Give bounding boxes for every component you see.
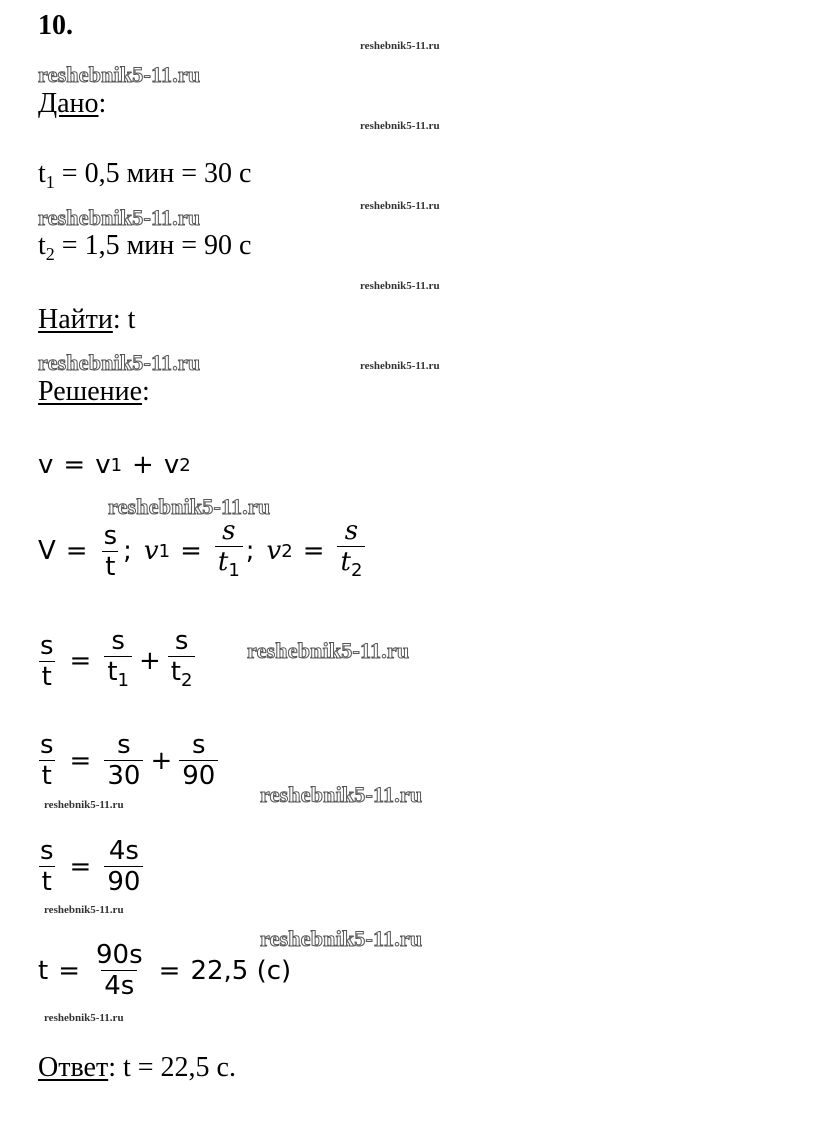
- watermark-small: reshebnik5-11.ru: [44, 799, 124, 811]
- frac-den-sub: 2: [181, 670, 193, 691]
- frac-den: t: [39, 661, 55, 692]
- frac-den-sub: 1: [228, 560, 240, 581]
- equation-fraction-sum: [34, 626, 198, 696]
- given-t1: [38, 158, 251, 198]
- frac-den: [215, 546, 243, 586]
- frac-den: 90: [179, 760, 218, 791]
- fraction: [104, 836, 143, 897]
- solution-colon: :: [142, 376, 150, 407]
- t2-subscript: 2: [45, 244, 55, 264]
- equation-fraction-combined: [34, 836, 146, 897]
- eq4-equals: =: [69, 745, 92, 776]
- eq1-plus: +: [132, 450, 154, 480]
- watermark-big: reshebnik5-11.ru: [38, 62, 201, 87]
- t1-subscript: 1: [45, 172, 55, 192]
- eq1-equals: =: [63, 450, 86, 480]
- frac-den-t: t: [217, 547, 229, 577]
- given-t2: [38, 230, 251, 270]
- eq1-v2: v: [163, 450, 180, 480]
- eq3-plus: +: [139, 646, 161, 676]
- frac-den-t: t: [170, 657, 181, 687]
- frac-den: [168, 656, 196, 696]
- semicolon: ;: [123, 536, 132, 566]
- watermark-small: reshebnik5-11.ru: [360, 360, 440, 372]
- frac-den-t: t: [107, 657, 118, 687]
- semicolon: ;: [245, 536, 255, 566]
- equation-result: [38, 940, 291, 1001]
- frac-den: 30: [104, 760, 143, 791]
- eq2-V: V: [38, 536, 56, 566]
- watermark-small: reshebnik5-11.ru: [360, 200, 440, 212]
- watermark-small: reshebnik5-11.ru: [44, 904, 124, 916]
- fraction-s-over-t2: [337, 516, 365, 586]
- frac-num: s: [344, 516, 359, 546]
- find-heading: Найти: [38, 304, 113, 335]
- t2-value: = 1,5 мин = 90 с: [54, 230, 252, 261]
- eq2-v2-sub: 2: [281, 540, 293, 562]
- frac-num: s: [117, 730, 131, 760]
- frac-num: s: [40, 836, 54, 866]
- frac-num: s: [222, 516, 236, 546]
- fraction: [104, 730, 143, 791]
- eq2-equals: =: [65, 536, 88, 566]
- eq6-result: 22,5 (с): [190, 955, 292, 986]
- watermark-small: reshebnik5-11.ru: [360, 120, 440, 132]
- eq6-equals: =: [58, 955, 80, 986]
- frac-num: 90s: [96, 940, 143, 970]
- answer-line: [38, 1052, 236, 1084]
- t1-symbol: t: [38, 158, 46, 189]
- find-text: : t: [112, 304, 136, 335]
- equation-fraction-numeric: [34, 730, 221, 791]
- solution-heading-line: [38, 376, 150, 408]
- fraction: [179, 730, 218, 791]
- frac-den-t: t: [340, 547, 351, 577]
- given-colon: :: [98, 88, 107, 119]
- watermark-small: reshebnik5-11.ru: [360, 40, 440, 52]
- eq6-equals-2: =: [158, 955, 181, 986]
- t2-symbol: t: [38, 230, 46, 261]
- watermark-big: reshebnik5-11.ru: [38, 350, 201, 375]
- watermark-big: reshebnik5-11.ru: [38, 205, 201, 230]
- frac-num: s: [111, 626, 125, 656]
- watermark-big: reshebnik5-11.ru: [247, 638, 410, 663]
- watermark-small: reshebnik5-11.ru: [44, 1012, 124, 1024]
- eq1-v1-sub: 1: [110, 454, 123, 476]
- eq5-equals: =: [69, 851, 92, 882]
- eq6-lhs: t: [38, 955, 49, 986]
- eq2-equals-3: =: [302, 536, 325, 566]
- find-line: [38, 304, 135, 336]
- fraction: [37, 730, 57, 791]
- answer-heading: Ответ: [38, 1052, 109, 1083]
- fraction-s-over-t: [101, 521, 121, 582]
- given-heading: Дано: [38, 88, 99, 119]
- watermark-small: reshebnik5-11.ru: [360, 280, 440, 292]
- solution-heading: Решение: [38, 376, 143, 407]
- given-heading-line: [38, 88, 106, 120]
- fraction: [37, 836, 57, 897]
- answer-text: : t = 22,5 с.: [108, 1052, 236, 1083]
- eq1-v2-sub: 2: [179, 454, 191, 476]
- frac-den: 90: [104, 866, 143, 897]
- t1-value: = 0,5 мин = 30 с: [54, 158, 252, 189]
- frac-den-sub: 2: [350, 560, 363, 581]
- frac-den: [337, 546, 365, 586]
- frac-num: s: [103, 520, 118, 551]
- frac-num: s: [40, 730, 54, 760]
- fraction-s-over-t1: [215, 516, 243, 586]
- fraction: [168, 626, 196, 696]
- watermark-big: reshebnik5-11.ru: [108, 494, 271, 519]
- equation-speed-definitions: [38, 516, 368, 586]
- problem-number: 10.: [38, 10, 73, 41]
- frac-num: s: [174, 626, 189, 656]
- watermark-big: reshebnik5-11.ru: [260, 926, 423, 951]
- eq1-v1: v: [95, 450, 111, 480]
- fraction: [93, 940, 146, 1001]
- eq1-lhs: v: [38, 450, 54, 480]
- watermark-big: reshebnik5-11.ru: [260, 782, 423, 807]
- equation-velocity-sum: [38, 450, 191, 480]
- eq4-plus: +: [150, 745, 173, 776]
- fraction: [104, 626, 132, 696]
- frac-den: t: [39, 760, 55, 791]
- frac-num: 4s: [108, 836, 139, 866]
- frac-den: [104, 656, 132, 696]
- fraction: [37, 631, 57, 692]
- frac-num: s: [192, 730, 206, 760]
- frac-num: s: [40, 630, 54, 661]
- eq2-v1-sub: 1: [158, 540, 171, 562]
- frac-den: 4s: [101, 970, 137, 1001]
- frac-den: t: [102, 551, 118, 582]
- eq2-v2: v: [266, 536, 282, 566]
- frac-den-sub: 1: [117, 670, 129, 691]
- eq3-equals: =: [69, 646, 92, 676]
- eq2-equals-2: =: [180, 536, 202, 566]
- eq2-v1: v: [143, 536, 159, 566]
- frac-den: t: [39, 866, 55, 897]
